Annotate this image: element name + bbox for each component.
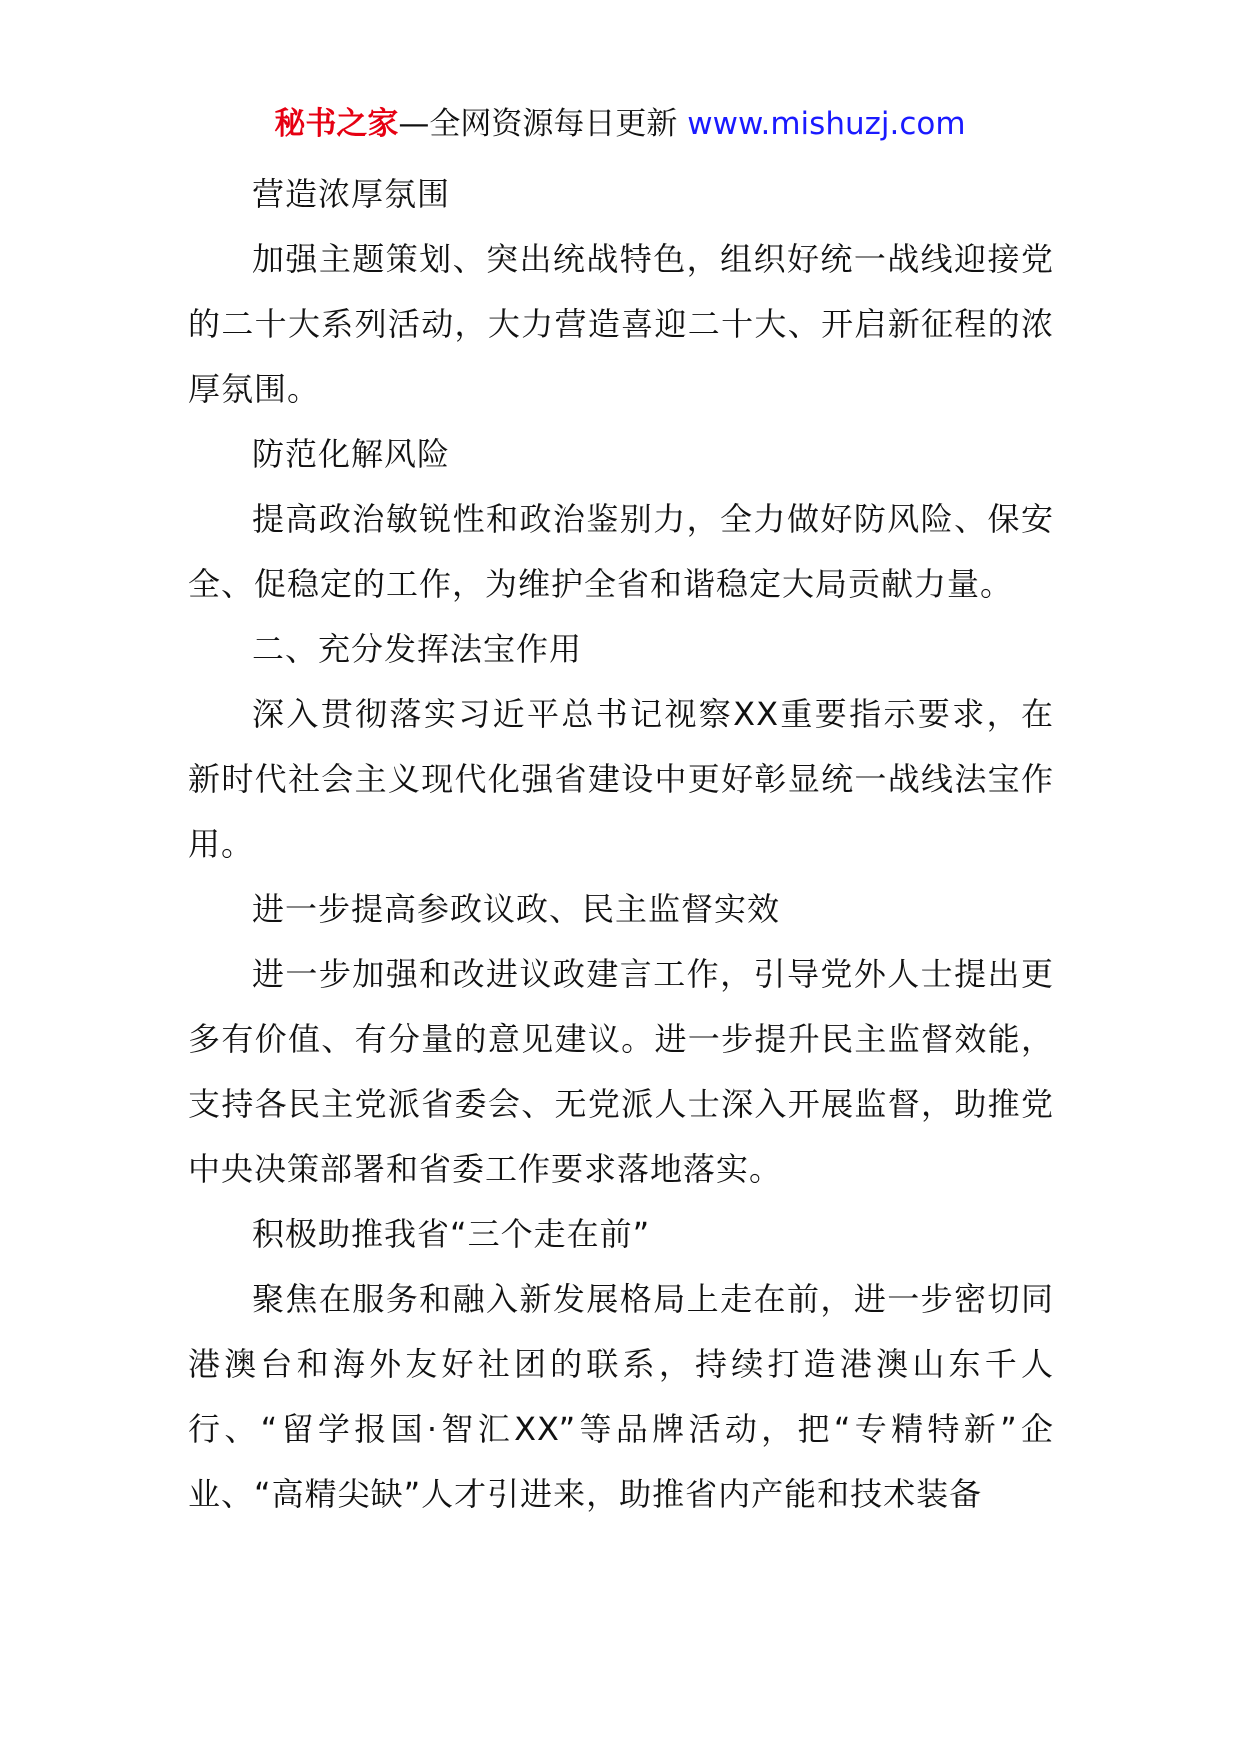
heading-participation-supervision: 进一步提高参政议政、民主监督实效 [252,890,781,928]
heading-three-in-front: 积极助推我省“三个走在前” [252,1215,651,1253]
website-link[interactable]: www.mishuzj.com [687,106,966,142]
section-heading-2: 二、充分发挥法宝作用 [252,630,583,668]
brand-name: 秘书之家 [274,106,399,142]
paragraph-new-development: 聚焦在服务和融入新发展格局上走在前，进一步密切同港澳台和海外友好社团的联系，持续打造港澳山东千人行、“留学报国·智汇XX”等品牌活动，把“专精特新”企业、“高精尖缺”人才引进来，助推省内产能和技术装备 [188,1280,1054,1513]
header-slogan: —全网资源每日更新 [398,106,678,142]
heading-prevent-risks: 防范化解风险 [252,435,451,473]
document-body [188,162,1054,1527]
paragraph-advisory-work: 进一步加强和改进议政建言工作，引导党外人士提出更多有价值、有分量的意见建议。进一步提升民主监督效能，支持各民主党派省委会、无党派人士深入开展监督，助推党中央决策部署和省委工作要求落地落实。 [188,955,1054,1188]
paragraph-political-sensitivity: 提高政治敏锐性和政治鉴别力，全力做好防风险、保安全、促稳定的工作，为维护全省和谐稳定大局贡献力量。 [188,500,1054,603]
page-header [0,100,1240,148]
paragraph-theme-planning: 加强主题策划、突出统战特色，组织好统一战线迎接党的二十大系列活动，大力营造喜迎二十大、开启新征程的浓厚氛围。 [188,240,1054,408]
paragraph-implement-instructions: 深入贯彻落实习近平总书记视察XX重要指示要求，在新时代社会主义现代化强省建设中更好彰显统一战线法宝作用。 [188,695,1054,863]
heading-create-atmosphere: 营造浓厚氛围 [252,175,451,213]
